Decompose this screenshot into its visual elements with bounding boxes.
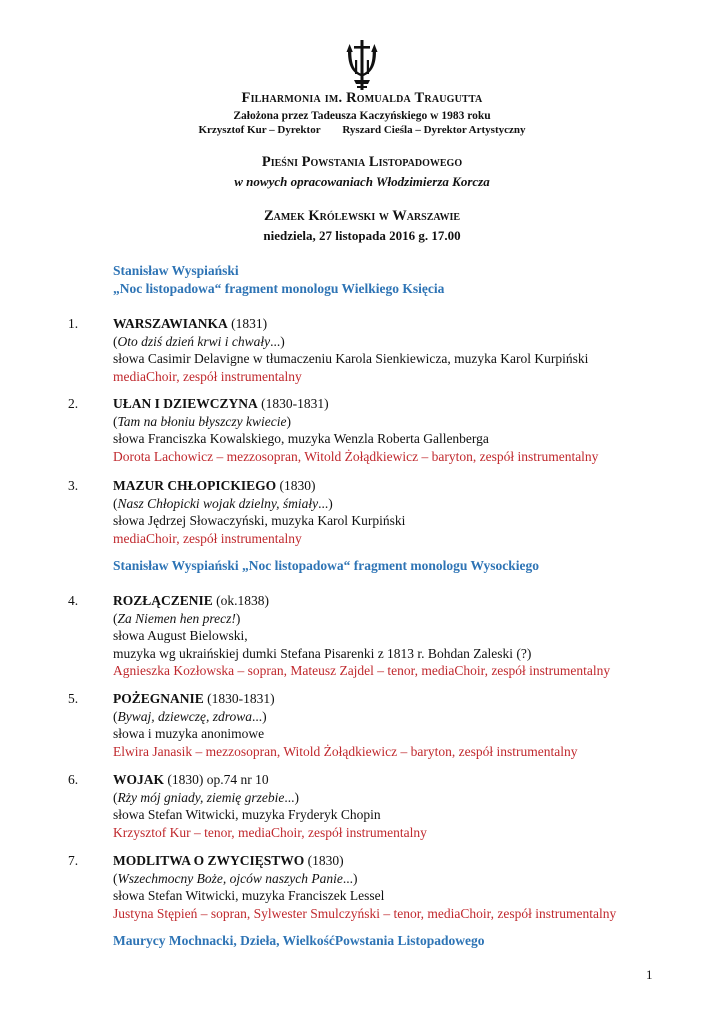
item-number: 1. [68, 316, 79, 331]
page-number: 1 [646, 967, 653, 982]
section-line: Stanisław Wyspiański „Noc listopadowa“ fragment monologu Wysockiego [113, 558, 540, 573]
song-title: MAZUR CHŁOPICKIEGO [113, 478, 277, 493]
section-line: Stanisław Wyspiański [113, 263, 239, 278]
paren: ...) [252, 708, 267, 724]
song-credits: słowa Jędrzej Słowaczyński, muzyka Karol Kurpiński [113, 513, 406, 528]
paren: ( [113, 333, 118, 349]
item-number: 5. [68, 691, 79, 706]
trident-cross-logo-icon [344, 40, 380, 90]
song-performers: Agnieszka Kozłowska – sopran, Mateusz Zajdel – tenor, mediaChoir, zespół instrumentalny [113, 663, 611, 678]
paren: ( [113, 708, 118, 724]
song-credits: słowa August Bielowski, [113, 628, 248, 643]
song-performers: Justyna Stępień – sopran, Sylwester Smulczyński – tenor, mediaChoir, zespół instrumentalny [113, 905, 617, 921]
song-credits: słowa Casimir Delavigne w tłumaczeniu Karola Sienkiewicza, muzyka Karol Kurpiński [113, 351, 589, 366]
song-credits: słowa Franciszka Kowalskiego, muzyka Wenzla Roberta Gallenberga [113, 431, 489, 446]
song-credits: słowa Stefan Witwicki, muzyka Franciszek Lessel [113, 888, 385, 903]
paren: ( [113, 789, 118, 805]
item-number: 4. [68, 593, 79, 608]
song-year: (1830-1831) [257, 396, 329, 411]
directors-line: Krzysztof Kur – Dyrektor Ryszard Cieśla – Dyrektor Artystyczny [198, 124, 526, 136]
song-year: (1831) [227, 316, 268, 331]
item-number: 3. [68, 478, 79, 493]
item-number: 6. [68, 772, 79, 787]
paren: ( [113, 495, 118, 511]
song-title: POŻEGNANIE [113, 691, 204, 706]
paren: ...) [284, 789, 299, 805]
paren: ) [235, 610, 241, 626]
song-year: (1830) [276, 478, 316, 493]
song-title: MODLITWA O ZWYCIĘSTWO [113, 853, 305, 868]
paren: ( [113, 870, 118, 886]
venue: Zamek Królewski w Warszawie [263, 208, 461, 224]
section-line: „Noc listopadowa“ fragment monologu Wielkiego Księcia [113, 281, 445, 296]
paren: ...) [270, 333, 285, 349]
paren: ( [113, 413, 118, 429]
song-incipit: Wszechmocny Boże, ojców naszych Panie [117, 870, 343, 886]
song-performers: mediaChoir, zespół instrumentalny [113, 368, 302, 384]
song-title: WARSZAWIANKA [113, 316, 228, 331]
song-title: ROZŁĄCZENIE [113, 593, 213, 608]
song-performers: mediaChoir, zespół instrumentalny [113, 530, 302, 546]
song-year: (1830) op.74 nr 10 [164, 772, 269, 787]
paren: ) [286, 413, 291, 429]
concert-date: niedziela, 27 listopada 2016 g. 17.00 [263, 228, 461, 243]
song-title: WOJAK [113, 772, 165, 787]
paren: ...) [318, 495, 333, 511]
organization-name: Filharmonia im. Romualda Traugutta [241, 90, 483, 106]
founded-line: Założona przez Tadeusza Kaczyńskiego w 1983 roku [233, 110, 491, 122]
section-heading [113, 932, 485, 950]
song-credits: muzyka wg ukraińskiej dumki Stefana Pisarenki z 1813 r. Bohdan Zaleski (?) [113, 645, 532, 661]
song-credits: słowa i muzyka anonimowe [113, 726, 265, 741]
song-incipit: Oto dziś dzień krwi i chwały [117, 333, 271, 349]
paren: ...) [342, 870, 358, 886]
paren: ( [113, 610, 118, 626]
concert-title: Pieśni Powstania Listopadowego [261, 154, 463, 170]
song-credits: słowa Stefan Witwicki, muzyka Fryderyk Chopin [113, 807, 381, 822]
section-heading [113, 557, 539, 575]
song-incipit: Za Niemen hen precz! [117, 610, 236, 626]
song-performers: Elwira Janasik – mezzosopran, Witold Żołądkiewicz – baryton, zespół instrumentalny [113, 743, 578, 759]
song-year: (ok.1838) [212, 593, 270, 608]
song-incipit: Tam na błoniu błyszczy kwiecie [117, 413, 287, 429]
song-title: UŁAN I DZIEWCZYNA [113, 396, 258, 411]
section-line: Maurycy Mochnacki, Dzieła, WielkośćPowstania Listopadowego [113, 933, 485, 948]
song-performers: Dorota Lachowicz – mezzosopran, Witold Żołądkiewicz – baryton, zespół instrumentalny [113, 448, 599, 464]
song-incipit: Rży mój gniady, ziemię grzebie [117, 789, 285, 805]
song-year: (1830) [304, 853, 344, 868]
section-heading [113, 262, 444, 298]
song-performers: Krzysztof Kur – tenor, mediaChoir, zespół instrumentalny [113, 824, 427, 840]
item-number: 7. [68, 853, 79, 868]
song-incipit: Bywaj, dziewczę, zdrowa [117, 708, 252, 724]
concert-subtitle: w nowych opracowaniach Włodzimierza Korcza [234, 174, 490, 189]
song-incipit: Nasz Chłopicki wojak dzielny, śmiały [117, 495, 319, 511]
song-year: (1830-1831) [203, 691, 275, 706]
item-number: 2. [68, 396, 79, 411]
